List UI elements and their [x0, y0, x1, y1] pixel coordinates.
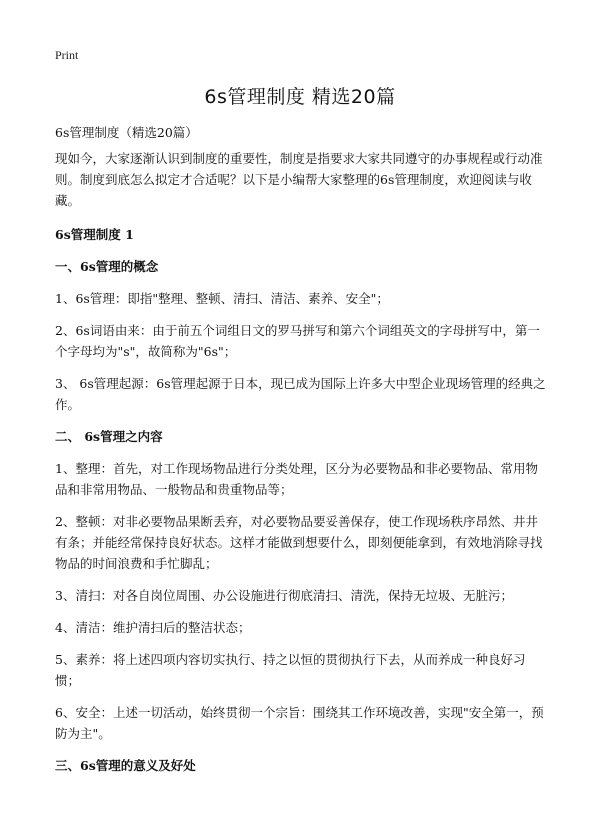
list-item: 3、清扫：对各自岗位周围、办公设施进行彻底清扫、清洗，保持无垃圾、无脏污； [55, 588, 513, 603]
list-item: 4、清洁：维护清扫后的整洁状态； [55, 620, 251, 635]
list-item: 2、整顿：对非必要物品果断丢弃，对必要物品要妥善保存，使工作现场秩序昂然、井井有条；并能经常保持良好状态。这样才能做到想要什么，即刻便能拿到，有效地消除寻找物品的时间浪费和手忙脚乱； [55, 514, 543, 571]
list-item: 6、安全：上述一切活动，始终贯彻一个宗旨：围绕其工作环境改善，实现"安全第一，预防为主"。 [55, 705, 544, 741]
list-item: 1、整理：首先，对工作现场物品进行分类处理，区分为必要物品和非必要物品、常用物品和非常用物品、一般物品和贵重物品等； [55, 461, 538, 497]
list-item: 5、素养：将上述四项内容切实执行、持之以恒的贯彻执行下去，从而养成一种良好习惯； [55, 652, 526, 688]
part1-heading: 一、6s管理的概念 [55, 259, 159, 274]
list-item: 3、 6s管理起源：6s管理起源于日本，现已成为国际上许多大中型企业现场管理的经典之作。 [55, 376, 546, 412]
list-item: 2、6s词语由来：由于前五个词组日文的罗马拼写和第六个词组英文的字母拼写中，第一个字母均为"s"，故简称为"6s"； [55, 323, 540, 359]
article-body [55, 148, 550, 787]
part2-heading: 二、 6s管理之内容 [55, 429, 163, 444]
list-item: 1、6s管理：即指"整理、整顿、清扫、清洁、素养、安全"； [55, 291, 389, 306]
intro-paragraph: 现如今，大家逐渐认识到制度的重要性，制度是指要求大家共同遵守的办事规程或行动准则。制度到底怎么拟定才合适呢？以下是小编帮大家整理的6s管理制度，欢迎阅读与收藏。 [55, 151, 543, 208]
print-link[interactable]: Print [55, 48, 79, 62]
page-title: 6s管理制度 精选20篇 [204, 86, 396, 108]
subtitle: 6s管理制度（精选20篇） [55, 125, 198, 140]
section-heading: 6s管理制度 1 [55, 227, 134, 242]
part3-heading: 三、6s管理的意义及好处 [55, 758, 196, 773]
